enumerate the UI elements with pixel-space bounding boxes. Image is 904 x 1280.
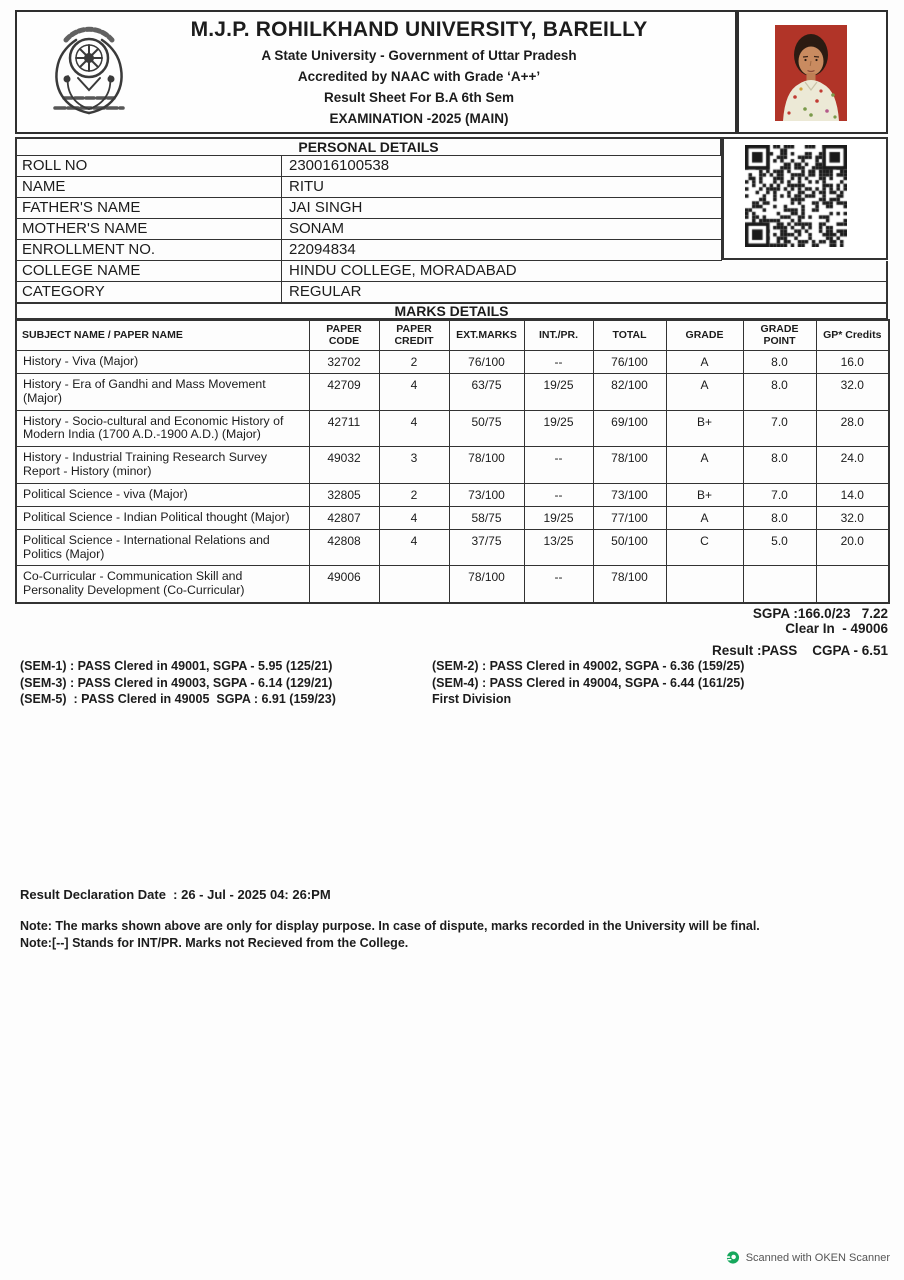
cell-subject: History - Socio-cultural and Economic History of Modern India (1700 A.D.-1900 A.D.) (Major) (16, 410, 309, 447)
semester-result-sem5: (SEM-5) : PASS Clered in 49005 SGPA : 6.91 (159/23) (20, 692, 336, 706)
header-subtitle-3: Result Sheet For B.A 6th Sem (323, 90, 515, 105)
student-photo-frame (737, 10, 888, 134)
cell-ext-marks: 78/100 (449, 447, 524, 484)
result-declaration-date: Result Declaration Date : 26 - Jul - 2025 04: 26:PM (20, 887, 331, 902)
personal-row-mothers-name (15, 219, 722, 240)
personal-label: MOTHER'S NAME (17, 219, 282, 239)
personal-row-college-name (15, 261, 888, 282)
cell-int-pr: -- (524, 566, 593, 603)
semester-row (20, 675, 888, 692)
division-label: First Division (432, 692, 512, 706)
cell-int-pr: -- (524, 483, 593, 506)
cell-int-pr: -- (524, 351, 593, 374)
marks-details-title: MARKS DETAILS (15, 302, 888, 320)
personal-row-fathers-name (15, 198, 722, 219)
cell-subject: Political Science - viva (Major) (16, 483, 309, 506)
personal-row-name (15, 177, 722, 198)
cell-int-pr: -- (524, 447, 593, 484)
cell-paper-code: 32702 (309, 351, 379, 374)
cell-paper-credit: 4 (379, 410, 449, 447)
personal-row-enrollment-no (15, 240, 722, 261)
cell-int-pr: 19/25 (524, 410, 593, 447)
cell-gp-credits: 28.0 (816, 410, 889, 447)
cell-gp-credits: 16.0 (816, 351, 889, 374)
cell-paper-credit: 3 (379, 447, 449, 484)
header-subtitle-1: A State University - Government of Uttar Pradesh (261, 48, 577, 63)
cell-paper-code: 49032 (309, 447, 379, 484)
cell-paper-credit: 2 (379, 351, 449, 374)
cell-grade: A (666, 506, 743, 529)
cell-paper-credit (379, 566, 449, 603)
cell-grade-point: 8.0 (743, 447, 816, 484)
cell-ext-marks: 76/100 (449, 351, 524, 374)
header-subtitle-2: Accredited by NAAC with Grade ‘A++’ (297, 69, 541, 84)
cell-gp-credits: 14.0 (816, 483, 889, 506)
cell-paper-code: 42808 (309, 529, 379, 566)
personal-details-section (15, 137, 888, 303)
cell-subject: Political Science - Indian Political thought (Major) (16, 506, 309, 529)
cell-gp-credits: 24.0 (816, 447, 889, 484)
cell-grade: A (666, 351, 743, 374)
cell-total: 50/100 (593, 529, 666, 566)
cell-grade (666, 566, 743, 603)
marks-row (16, 351, 889, 374)
column-header-gp-credits: GP* Credits (816, 320, 889, 351)
column-header-ext-marks: EXT.MARKS (449, 320, 524, 351)
cell-grade-point: 7.0 (743, 410, 816, 447)
cell-grade-point: 5.0 (743, 529, 816, 566)
cell-gp-credits: 32.0 (816, 506, 889, 529)
cell-ext-marks: 37/75 (449, 529, 524, 566)
university-emblem (33, 16, 151, 129)
cell-subject: Political Science - International Relations and Politics (Major) (16, 529, 309, 566)
university-name: M.J.P. ROHILKHAND UNIVERSITY, BAREILLY (190, 18, 648, 41)
cell-total: 69/100 (593, 410, 666, 447)
column-header-grade-point: GRADE POINT (743, 320, 816, 351)
personal-value: SONAM (289, 220, 345, 237)
cell-paper-code: 42709 (309, 374, 379, 411)
personal-label: ENROLLMENT NO. (17, 240, 282, 260)
personal-value: 230016100538 (289, 157, 390, 174)
personal-label: FATHER'S NAME (17, 198, 282, 218)
cell-ext-marks: 78/100 (449, 566, 524, 603)
cell-gp-credits (816, 566, 889, 603)
personal-label: ROLL NO (17, 156, 282, 176)
header-text-block (151, 18, 735, 126)
column-header-paper-credit: PAPER CREDIT (379, 320, 449, 351)
marks-row (16, 566, 889, 603)
note-int-pr: Note:[--] Stands for INT/PR. Marks not Recieved from the College. (20, 935, 409, 950)
cell-gp-credits: 32.0 (816, 374, 889, 411)
marks-table-header-row (16, 320, 889, 351)
cell-grade: B+ (666, 483, 743, 506)
cell-int-pr: 19/25 (524, 506, 593, 529)
cell-int-pr: 13/25 (524, 529, 593, 566)
personal-value: HINDU COLLEGE, MORADABAD (289, 262, 517, 279)
cell-grade-point (743, 566, 816, 603)
personal-value: RITU (289, 178, 324, 195)
cell-paper-credit: 4 (379, 374, 449, 411)
cell-grade-point: 7.0 (743, 483, 816, 506)
marks-row (16, 374, 889, 411)
cell-paper-credit: 4 (379, 506, 449, 529)
result-cgpa-line: Result :PASS CGPA - 6.51 (711, 643, 888, 658)
scanner-watermark (725, 1250, 890, 1265)
cell-total: 78/100 (593, 447, 666, 484)
scanner-watermark-label: Scanned with OKEN Scanner (745, 1251, 890, 1264)
marks-details-section (15, 302, 888, 604)
cell-grade-point: 8.0 (743, 506, 816, 529)
cell-ext-marks: 73/100 (449, 483, 524, 506)
semester-result-sem1: (SEM-1) : PASS Clered in 49001, SGPA - 5.95 (125/21) (20, 659, 333, 673)
cell-gp-credits: 20.0 (816, 529, 889, 566)
cell-paper-code: 42807 (309, 506, 379, 529)
university-emblem-graphic (33, 16, 145, 124)
header-subtitle-4: EXAMINATION -2025 (MAIN) (329, 111, 509, 126)
cell-paper-code: 49006 (309, 566, 379, 603)
cell-paper-credit: 2 (379, 483, 449, 506)
qr-code (745, 145, 847, 247)
marks-row (16, 506, 889, 529)
cell-paper-credit: 4 (379, 529, 449, 566)
personal-value: JAI SINGH (289, 199, 363, 216)
cell-int-pr: 19/25 (524, 374, 593, 411)
cell-ext-marks: 50/75 (449, 410, 524, 447)
semester-result-sem3: (SEM-3) : PASS Clered in 49003, SGPA - 6.14 (129/21) (20, 675, 333, 690)
marks-row (16, 447, 889, 484)
column-header-int-pr: INT./PR. (524, 320, 593, 351)
semester-row (20, 658, 888, 675)
cell-total: 77/100 (593, 506, 666, 529)
cell-paper-code: 32805 (309, 483, 379, 506)
cell-total: 76/100 (593, 351, 666, 374)
cell-paper-code: 42711 (309, 410, 379, 447)
semester-row (20, 691, 888, 708)
cell-grade: A (666, 374, 743, 411)
cell-grade-point: 8.0 (743, 351, 816, 374)
result-summary (15, 607, 888, 659)
sgpa-line: SGPA :166.0/23 7.22 (752, 606, 888, 621)
cell-total: 78/100 (593, 566, 666, 603)
note-display-purpose: Note: The marks shown above are only for display purpose. In case of dispute, marks recorded in the University will be final. (20, 919, 760, 933)
column-header-subject: SUBJECT NAME / PAPER NAME (16, 320, 309, 351)
cell-grade: C (666, 529, 743, 566)
cell-total: 82/100 (593, 374, 666, 411)
column-header-paper-code: PAPER CODE (309, 320, 379, 351)
semester-results (20, 658, 888, 708)
cell-grade: B+ (666, 410, 743, 447)
header (15, 10, 737, 134)
marks-row (16, 529, 889, 566)
marks-row (16, 483, 889, 506)
cell-subject: Co-Curricular - Communication Skill and Personality Development (Co-Curricular) (16, 566, 309, 603)
semester-result-sem4: (SEM-4) : PASS Clered in 49004, SGPA - 6.44 (161/25) (432, 675, 745, 690)
cell-total: 73/100 (593, 483, 666, 506)
personal-value: 22094834 (289, 241, 356, 258)
column-header-total: TOTAL (593, 320, 666, 351)
personal-row-category (15, 282, 888, 303)
marks-row (16, 410, 889, 447)
cell-ext-marks: 63/75 (449, 374, 524, 411)
personal-value: REGULAR (289, 283, 362, 300)
oken-scanner-icon (725, 1250, 740, 1265)
personal-label: CATEGORY (17, 282, 282, 302)
personal-row-roll-no (15, 156, 722, 177)
cell-ext-marks: 58/75 (449, 506, 524, 529)
semester-result-sem2: (SEM-2) : PASS Clered in 49002, SGPA - 6.36 (159/25) (432, 659, 745, 673)
student-photo (775, 25, 847, 121)
notes (20, 918, 760, 951)
personal-label: NAME (17, 177, 282, 197)
personal-details-title: PERSONAL DETAILS (15, 137, 722, 156)
column-header-grade: GRADE (666, 320, 743, 351)
cell-grade-point: 8.0 (743, 374, 816, 411)
marks-table (15, 319, 890, 604)
qr-code-frame (722, 137, 888, 260)
cell-subject: History - Viva (Major) (16, 351, 309, 374)
personal-label: COLLEGE NAME (17, 261, 282, 281)
clear-in-line: Clear In - 49006 (785, 620, 888, 636)
cell-subject: History - Industrial Training Research Survey Report - History (minor) (16, 447, 309, 484)
cell-grade: A (666, 447, 743, 484)
cell-subject: History - Era of Gandhi and Mass Movement (Major) (16, 374, 309, 411)
